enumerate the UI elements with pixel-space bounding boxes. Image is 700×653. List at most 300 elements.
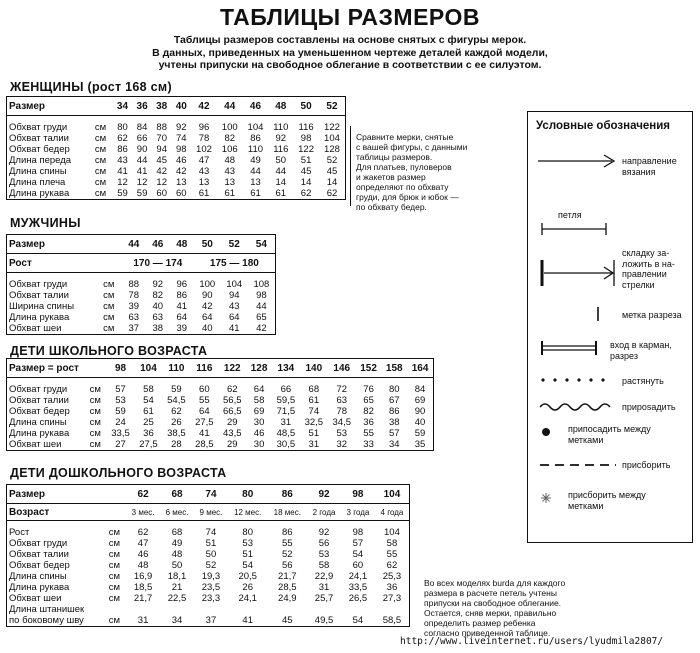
- table-row: [7, 428, 434, 439]
- value-cell: 33,5: [348, 582, 368, 593]
- row-unit: см: [89, 384, 101, 395]
- value-cell: 51: [300, 155, 312, 166]
- row-label: Длина плеча: [9, 177, 66, 188]
- row-unit: см: [108, 527, 121, 538]
- age-cell: 4 года: [375, 504, 410, 521]
- value-cell: 84: [414, 384, 426, 395]
- header-cell: 128: [246, 359, 272, 378]
- value-cell: 45: [300, 166, 312, 177]
- value-cell: 12: [156, 177, 167, 188]
- value-cell: 90: [136, 144, 148, 155]
- value-cell: 104: [226, 279, 243, 290]
- header-cell: 62: [126, 485, 160, 504]
- value-cell: 51: [308, 428, 320, 439]
- value-cell: 58: [143, 384, 154, 395]
- value-cell: 31: [308, 439, 320, 450]
- row-label: Обхват груди: [9, 279, 68, 290]
- value-cell: 116: [273, 144, 289, 155]
- value-cell: 30: [253, 439, 265, 450]
- value-cell: 128: [324, 144, 340, 155]
- table-row: [7, 527, 410, 538]
- table-row: [7, 384, 434, 395]
- value-cell: 67: [388, 395, 400, 406]
- value-cell: 88: [156, 122, 167, 133]
- value-cell: 21,7: [278, 571, 297, 582]
- header-label: Размер: [7, 485, 127, 504]
- note-line: согласно приведенной таблице.: [424, 628, 551, 638]
- row-label: Длина спины: [9, 166, 67, 177]
- note-line: и жакетов размер: [356, 172, 426, 182]
- row-unit: см: [103, 301, 115, 312]
- age-cell: 9 мес.: [194, 504, 228, 521]
- legend-text: вход в карман,: [610, 340, 672, 350]
- value-cell: 62: [226, 384, 238, 395]
- value-cell: 14: [326, 177, 338, 188]
- value-cell: 68: [308, 384, 320, 395]
- value-cell: 98: [300, 133, 312, 144]
- value-cell: 24,1: [348, 571, 368, 582]
- row-label: Длина штанишек: [9, 604, 85, 615]
- value-cell: 53: [242, 538, 253, 549]
- value-cell: 50: [171, 560, 183, 571]
- value-cell: 54: [352, 549, 364, 560]
- header-cell: 48: [268, 97, 293, 116]
- men-table: [6, 234, 276, 335]
- value-cell: 37: [128, 323, 140, 334]
- legend-text: ложить в на-: [622, 258, 675, 269]
- header-cell: 68: [160, 485, 194, 504]
- legend-ease: приposадить: [622, 402, 676, 412]
- legend-text: метками: [568, 434, 604, 445]
- row-unit: см: [108, 560, 121, 571]
- value-cell: 20,5: [238, 571, 257, 582]
- legend-direction: [622, 156, 677, 177]
- value-cell: 58: [253, 395, 265, 406]
- header-cell: 48: [170, 235, 194, 254]
- value-cell: 49,5: [314, 615, 334, 626]
- value-cell: 55: [282, 538, 293, 549]
- value-cell: 62: [171, 406, 182, 417]
- value-cell: 63: [336, 395, 348, 406]
- value-cell: 51: [205, 538, 217, 549]
- value-cell: 28,5: [278, 582, 297, 593]
- filled-dot-icon: [540, 426, 552, 438]
- value-cell: 58: [386, 538, 398, 549]
- row-unit: см: [108, 549, 121, 560]
- row-label: по боковому шву: [9, 615, 84, 626]
- value-cell: 29: [226, 439, 238, 450]
- value-cell: 19,3: [201, 571, 221, 582]
- value-cell: 62: [117, 133, 128, 144]
- row-label: Обхват груди: [9, 538, 68, 549]
- value-cell: 104: [247, 122, 264, 133]
- arrow-right-icon: [538, 154, 618, 168]
- table-row: [7, 538, 410, 549]
- value-cell: 26: [242, 582, 253, 593]
- value-cell: 47: [198, 155, 210, 166]
- header-cell: 46: [243, 97, 269, 116]
- row-unit: см: [108, 571, 121, 582]
- value-cell: 23,3: [201, 593, 221, 604]
- value-cell: 44: [275, 166, 287, 177]
- value-cell: 28: [171, 439, 182, 450]
- legend-text: присборить между: [568, 490, 646, 500]
- value-cell: 94: [156, 144, 167, 155]
- table-row: [7, 279, 276, 290]
- value-cell: 53: [115, 395, 126, 406]
- value-cell: 39: [128, 301, 140, 312]
- value-cell: 32,5: [304, 417, 324, 428]
- value-cell: 57: [388, 428, 400, 439]
- value-cell: 80: [242, 527, 253, 538]
- table-row: [7, 323, 276, 335]
- value-cell: 54: [143, 395, 154, 406]
- intro-line: Таблицы размеров составлены на основе снятых с фигуры мерок.: [173, 34, 527, 46]
- value-cell: 104: [384, 527, 400, 538]
- note-line: определяют по обхвату: [356, 182, 449, 192]
- school-table: [6, 358, 434, 451]
- value-cell: 122: [298, 144, 314, 155]
- table-row: [7, 406, 434, 417]
- row-unit: см: [94, 133, 107, 144]
- value-cell: 33,5: [111, 428, 130, 439]
- value-cell: 56,5: [223, 395, 242, 406]
- value-cell: 41: [242, 615, 253, 626]
- header-cell: 50: [194, 235, 221, 254]
- value-cell: 92: [275, 133, 287, 144]
- header-cell: 50: [293, 97, 319, 116]
- value-cell: 59: [117, 188, 128, 199]
- value-cell: 41: [136, 166, 148, 177]
- value-cell: 90: [414, 406, 426, 417]
- row-unit: см: [103, 312, 115, 323]
- value-cell: 61: [143, 406, 154, 417]
- value-cell: 34: [171, 615, 183, 626]
- table-row: [7, 549, 410, 560]
- value-cell: 98: [176, 144, 187, 155]
- value-cell: 25: [143, 417, 154, 428]
- header-cell: 80: [228, 485, 268, 504]
- women-note: [356, 132, 467, 212]
- row-label: Длина рукава: [9, 188, 70, 199]
- value-cell: 78: [336, 406, 348, 417]
- value-cell: 53: [318, 549, 330, 560]
- row-unit: см: [94, 122, 107, 133]
- value-cell: 57: [115, 384, 126, 395]
- value-cell: 45: [156, 155, 167, 166]
- header-cell: 164: [407, 359, 433, 378]
- value-cell: 45: [326, 166, 338, 177]
- value-cell: 31: [280, 417, 292, 428]
- value-cell: 44: [250, 166, 261, 177]
- value-cell: 48,5: [276, 428, 296, 439]
- header-cell: 134: [272, 359, 300, 378]
- value-cell: 38: [152, 323, 164, 334]
- value-cell: 82: [224, 133, 236, 144]
- value-cell: 43: [198, 166, 210, 177]
- header-row: [7, 235, 276, 254]
- loop-icon: [540, 222, 610, 236]
- value-cell: 63: [152, 312, 164, 323]
- value-cell: 54: [242, 560, 253, 571]
- header-cell: 44: [122, 235, 146, 254]
- value-cell: 92: [152, 279, 164, 290]
- value-cell: 18,5: [133, 582, 153, 593]
- age-cell: 12 мес.: [228, 504, 268, 521]
- value-cell: 70: [156, 133, 167, 144]
- value-cell: 80: [388, 384, 400, 395]
- value-cell: 55: [386, 549, 398, 560]
- value-cell: 53: [336, 428, 348, 439]
- row-unit: см: [108, 582, 121, 593]
- value-cell: 64: [228, 312, 240, 323]
- row-unit: см: [94, 144, 107, 155]
- preschool-note: [424, 578, 565, 638]
- value-cell: 58,5: [382, 615, 402, 626]
- row-label: Обхват талии: [9, 290, 69, 301]
- value-cell: 34: [388, 439, 400, 450]
- table-row: [7, 439, 434, 451]
- header-cell: 146: [328, 359, 356, 378]
- note-line: таблицы размеров.: [356, 152, 433, 162]
- header-cell: 38: [152, 97, 172, 116]
- note-line: Во всех моделях burda для каждого: [424, 578, 566, 588]
- value-cell: 47: [137, 538, 149, 549]
- row-unit: см: [108, 593, 121, 604]
- fold-arrow-icon: [540, 258, 618, 288]
- dashed-line-icon: [538, 462, 618, 468]
- value-cell: 21,7: [133, 593, 153, 604]
- header-cell: 46: [146, 235, 170, 254]
- value-cell: 62: [326, 188, 338, 199]
- value-cell: 59: [136, 188, 148, 199]
- note-line: груди, для брюк и юбок —: [356, 192, 459, 202]
- value-cell: 50: [275, 155, 287, 166]
- row-unit: см: [103, 279, 115, 290]
- table-row: [7, 188, 346, 200]
- value-cell: 61: [250, 188, 261, 199]
- value-cell: 40: [414, 417, 426, 428]
- row-label: Обхват бедер: [9, 560, 70, 571]
- value-cell: 86: [117, 144, 128, 155]
- table-row: [7, 122, 346, 133]
- height-row: [7, 254, 276, 273]
- page-title: ТАБЛИЦЫ РАЗМЕРОВ: [220, 4, 480, 30]
- table-row: [7, 582, 410, 593]
- value-cell: 28,5: [195, 439, 214, 450]
- row-label: Обхват шеи: [9, 439, 62, 450]
- header-cell: 116: [190, 359, 218, 378]
- header-cell: 40: [172, 97, 192, 116]
- value-cell: 62: [300, 188, 312, 199]
- table-row: [7, 560, 410, 571]
- value-cell: 18,1: [167, 571, 187, 582]
- value-cell: 30,5: [276, 439, 296, 450]
- age-label: Возраст: [7, 504, 127, 521]
- header-cell: 98: [107, 359, 135, 378]
- value-cell: 37: [205, 615, 217, 626]
- row-label: Обхват талии: [9, 549, 69, 560]
- value-cell: 42: [156, 166, 167, 177]
- value-cell: 61: [224, 188, 236, 199]
- intro-text: [110, 34, 590, 72]
- value-cell: 57: [352, 538, 364, 549]
- value-cell: 82: [152, 290, 164, 301]
- note-line: Для платьев, пуловеров: [356, 162, 452, 172]
- value-cell: 65: [256, 312, 267, 323]
- value-cell: 100: [221, 122, 238, 133]
- age-cell: 18 мес.: [268, 504, 308, 521]
- value-cell: 110: [273, 122, 289, 133]
- value-cell: 86: [388, 406, 400, 417]
- header-cell: 44: [217, 97, 243, 116]
- header-cell: 52: [319, 97, 346, 116]
- value-cell: 13: [176, 177, 187, 188]
- value-cell: 100: [199, 279, 216, 290]
- header-cell: 34: [113, 97, 133, 116]
- value-cell: 64: [253, 384, 265, 395]
- value-cell: 29: [226, 417, 238, 428]
- value-cell: 61: [198, 188, 210, 199]
- value-cell: 27,5: [195, 417, 214, 428]
- preschool-heading: ДЕТИ ДОШКОЛЬНОГО ВОЗРАСТА: [10, 466, 227, 480]
- value-cell: 74: [205, 527, 217, 538]
- value-cell: 104: [324, 133, 340, 144]
- value-cell: 80: [117, 122, 128, 133]
- value-cell: 25,3: [382, 571, 402, 582]
- wave-line-icon: [538, 400, 614, 414]
- value-cell: 66: [136, 133, 148, 144]
- header-label: Размер: [7, 235, 122, 254]
- value-cell: 59,5: [276, 395, 296, 406]
- value-cell: 35: [414, 439, 426, 450]
- value-cell: 30: [253, 417, 265, 428]
- table-row: [7, 155, 346, 166]
- header-cell: 54: [248, 235, 276, 254]
- header-cell: 86: [268, 485, 308, 504]
- value-cell: 27,3: [382, 593, 402, 604]
- value-cell: 65: [363, 395, 374, 406]
- legend-loop: петля: [558, 210, 582, 220]
- value-cell: 22,9: [314, 571, 334, 582]
- header-cell: 42: [191, 97, 217, 116]
- table-row: [7, 301, 276, 312]
- table-row: [7, 417, 434, 428]
- legend-text: правлении: [622, 269, 667, 279]
- table-row: [7, 177, 346, 188]
- note-line: с вашей фигуры, с данными: [356, 142, 468, 152]
- value-cell: 66: [280, 384, 292, 395]
- value-cell: 36: [386, 582, 398, 593]
- age-cell: 2 года: [307, 504, 341, 521]
- watermark-url: http://www.liveinternet.ru/users/lyudmila2807/: [400, 636, 664, 647]
- value-cell: 62: [386, 560, 398, 571]
- value-cell: 27,5: [139, 439, 158, 450]
- value-cell: 86: [250, 133, 261, 144]
- table-row: [7, 133, 346, 144]
- value-cell: 68: [171, 527, 183, 538]
- note-line: Сравните мерки, снятые: [356, 132, 454, 142]
- value-cell: 72: [336, 384, 348, 395]
- value-cell: 61: [308, 395, 320, 406]
- value-cell: 16,9: [133, 571, 153, 582]
- table-row: [7, 395, 434, 406]
- value-cell: 50: [205, 549, 217, 560]
- value-cell: 23,5: [201, 582, 221, 593]
- value-cell: 21: [171, 582, 183, 593]
- value-cell: 40: [152, 301, 164, 312]
- header-label: Размер: [7, 97, 113, 116]
- legend-pocket: [610, 340, 672, 361]
- value-cell: 59: [171, 384, 182, 395]
- value-cell: 13: [224, 177, 236, 188]
- table-row: [7, 144, 346, 155]
- value-cell: 41: [117, 166, 128, 177]
- row-unit: см: [94, 166, 107, 177]
- header-cell: 74: [194, 485, 228, 504]
- value-cell: 98: [352, 527, 364, 538]
- value-cell: 12: [117, 177, 128, 188]
- value-cell: 49: [171, 538, 183, 549]
- value-cell: 44: [256, 301, 267, 312]
- value-cell: 46: [253, 428, 265, 439]
- row-label: Обхват шеи: [9, 323, 62, 334]
- value-cell: 56: [282, 560, 293, 571]
- value-cell: 33: [363, 439, 374, 450]
- preschool-table: [6, 484, 410, 627]
- value-cell: 52: [205, 560, 217, 571]
- value-cell: 71,5: [276, 406, 296, 417]
- header-cell: 98: [341, 485, 375, 504]
- value-cell: 26: [171, 417, 182, 428]
- value-cell: 60: [352, 560, 364, 571]
- value-cell: 55: [363, 428, 374, 439]
- header-cell: 152: [356, 359, 382, 378]
- legend-sew-between: [568, 490, 646, 511]
- value-cell: 25,7: [314, 593, 334, 604]
- header-cell: 36: [132, 97, 152, 116]
- value-cell: 41: [199, 428, 210, 439]
- legend-slit: метка разреза: [622, 310, 682, 320]
- value-cell: 62: [137, 527, 149, 538]
- header-row: [7, 359, 434, 378]
- table-row: [7, 615, 410, 627]
- header-cell: 104: [375, 485, 410, 504]
- legend-sew: присборить: [622, 460, 671, 470]
- value-cell: 38,5: [167, 428, 186, 439]
- value-cell: 90: [201, 290, 213, 301]
- age-cell: 6 мес.: [160, 504, 194, 521]
- header-label: Размер = рост: [7, 359, 107, 378]
- intro-line: учтены припуски на свободное облегание в соответствии с ее силуэтом.: [158, 59, 542, 71]
- women-heading: ЖЕНЩИНЫ (рост 168 см): [10, 80, 172, 94]
- value-cell: 106: [221, 144, 238, 155]
- value-cell: 41: [176, 301, 188, 312]
- row-unit: см: [89, 417, 101, 428]
- table-row: [7, 166, 346, 177]
- note-line: определить размер ребенка: [424, 618, 536, 628]
- height-range: 175 — 180: [194, 254, 276, 273]
- value-cell: 92: [176, 122, 187, 133]
- value-cell: 51: [242, 549, 253, 560]
- value-cell: 78: [128, 290, 140, 301]
- value-cell: 74: [176, 133, 187, 144]
- value-cell: 43: [224, 166, 236, 177]
- value-cell: 13: [250, 177, 261, 188]
- slit-mark-icon: [592, 306, 604, 322]
- value-cell: 42: [176, 166, 187, 177]
- value-cell: 86: [282, 527, 293, 538]
